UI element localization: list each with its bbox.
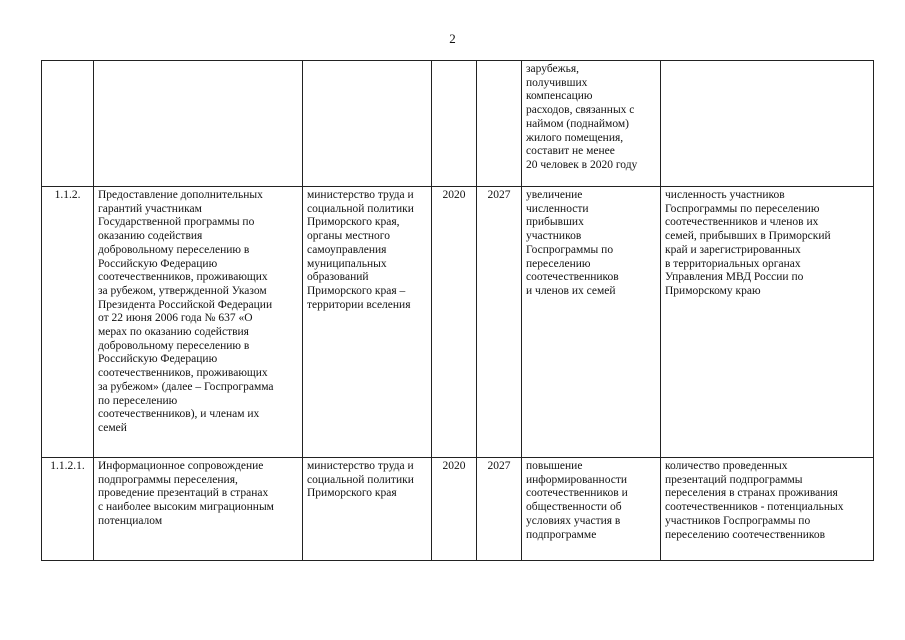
cell-result bbox=[522, 61, 661, 187]
text-line: соотечественников), и членам их bbox=[98, 408, 260, 421]
text-line: информированности bbox=[526, 473, 628, 486]
text-line: и членов их семей bbox=[526, 284, 616, 297]
text-line: Информационное сопровождение bbox=[98, 460, 264, 472]
cell-result bbox=[522, 187, 661, 458]
text-line: край и зарегистрированных bbox=[665, 243, 801, 256]
text-line: в территориальных органах bbox=[665, 257, 801, 270]
cell-year-end: 2027 bbox=[477, 458, 522, 561]
text-line: подпрограмме bbox=[526, 528, 597, 541]
text-line: наймом (поднаймом) bbox=[526, 117, 629, 130]
text-line: составит не менее bbox=[526, 145, 615, 158]
text-line: общественности об bbox=[526, 501, 622, 514]
text-line: за рубежом, утвержденной Указом bbox=[98, 284, 267, 297]
text-line: от 22 июня 2006 года № 637 «О bbox=[98, 312, 253, 325]
text-line: добровольному переселению в bbox=[98, 243, 250, 256]
text-line: участников Госпрограммы по bbox=[665, 514, 811, 527]
cell-executor bbox=[303, 458, 432, 561]
text-line: органы местного bbox=[307, 230, 390, 243]
text-line: 20 человек в 2020 году bbox=[526, 158, 638, 171]
cell-year-start bbox=[432, 61, 477, 187]
cell-executor bbox=[303, 61, 432, 187]
text-line: количество проведенных bbox=[665, 460, 788, 472]
cell-number bbox=[42, 61, 94, 187]
text-line: соотечественников, проживающих bbox=[98, 271, 268, 284]
table-row bbox=[42, 61, 874, 187]
cell-year-start: 2020 bbox=[432, 458, 477, 561]
text-line: прибывших bbox=[526, 216, 584, 229]
text-line: повышение bbox=[526, 460, 583, 472]
text-line: территории вселения bbox=[307, 298, 411, 311]
text-line: соотечественников, проживающих bbox=[98, 367, 268, 380]
text-line: расходов, связанных с bbox=[526, 104, 635, 117]
text-line: соотечественников и членов их bbox=[665, 216, 819, 229]
text-line: муниципальных bbox=[307, 257, 387, 270]
cell-year-end bbox=[477, 61, 522, 187]
text-line: министерство труда и bbox=[307, 460, 414, 472]
text-line: Приморского края – bbox=[307, 284, 406, 297]
text-line: численности bbox=[526, 202, 589, 215]
text-line: условиях участия в bbox=[526, 514, 621, 527]
text-line: подпрограммы переселения, bbox=[98, 473, 238, 486]
text-line: с наиболее высоким миграционным bbox=[98, 501, 274, 514]
text-line: Приморского края, bbox=[307, 216, 400, 229]
cell-indicator bbox=[661, 187, 874, 458]
text-line: соотечественников и bbox=[526, 487, 628, 500]
cell-indicator bbox=[661, 61, 874, 187]
text-line: мерах по оказанию содействия bbox=[98, 326, 249, 339]
cell-event bbox=[94, 187, 303, 458]
page-number: 2 bbox=[449, 31, 456, 46]
table-row bbox=[42, 187, 874, 458]
text-line: Управления МВД России по bbox=[665, 271, 804, 284]
text-line: министерство труда и bbox=[307, 189, 414, 201]
cell-year-end: 2027 bbox=[477, 187, 522, 458]
text-line: за рубежом» (далее – Госпрограмма bbox=[98, 380, 274, 393]
text-line: презентаций подпрограммы bbox=[665, 473, 803, 486]
cell-number: 1.1.2.1. bbox=[42, 458, 94, 561]
text-line: добровольному переселению в bbox=[98, 339, 250, 352]
text-line: оказанию содействия bbox=[98, 230, 203, 243]
text-line: соотечественников - потенциальных bbox=[665, 501, 844, 514]
text-line: Российскую Федерацию bbox=[98, 257, 218, 270]
text-line: семей, прибывших в Приморский bbox=[665, 230, 831, 243]
text-line: участников bbox=[526, 230, 582, 243]
text-line: Российскую Федерацию bbox=[98, 353, 218, 366]
text-line: Госпрограммы по bbox=[526, 243, 614, 256]
cell-indicator bbox=[661, 458, 874, 561]
text-line: социальной политики bbox=[307, 473, 414, 486]
text-line: жилого помещения, bbox=[526, 131, 624, 144]
text-line: Госпрограммы по переселению bbox=[665, 202, 820, 215]
text-line: Государственной программы по bbox=[98, 216, 255, 229]
text-line: проведение презентаций в странах bbox=[98, 487, 269, 500]
text-line: потенциалом bbox=[98, 514, 163, 527]
cell-executor bbox=[303, 187, 432, 458]
text-line: Предоставление дополнительных bbox=[98, 189, 263, 201]
text-line: семей bbox=[98, 421, 127, 434]
cell-number: 1.1.2. bbox=[42, 187, 94, 458]
text-line: гарантий участникам bbox=[98, 202, 202, 215]
text-line: самоуправления bbox=[307, 243, 387, 256]
text-line: переселения в странах проживания bbox=[665, 487, 838, 500]
text-line: компенсацию bbox=[526, 90, 593, 103]
text-line: социальной политики bbox=[307, 202, 414, 215]
text-line: переселению bbox=[526, 257, 591, 270]
text-line: увеличение bbox=[526, 189, 583, 201]
text-line: получивших bbox=[526, 76, 588, 89]
program-table bbox=[41, 60, 874, 561]
cell-year-start: 2020 bbox=[432, 187, 477, 458]
text-line: соотечественников bbox=[526, 271, 619, 284]
text-line: образований bbox=[307, 271, 369, 284]
text-line: численность участников bbox=[665, 189, 785, 201]
text-line: Приморского края bbox=[307, 487, 397, 500]
text-line: Президента Российской Федерации bbox=[98, 298, 273, 311]
text-line: зарубежья, bbox=[526, 63, 580, 75]
cell-event bbox=[94, 458, 303, 561]
text-line: переселению соотечественников bbox=[665, 528, 826, 541]
text-line: Приморскому краю bbox=[665, 284, 761, 297]
text-line: по переселению bbox=[98, 394, 178, 407]
cell-result bbox=[522, 458, 661, 561]
table-row bbox=[42, 458, 874, 561]
cell-event bbox=[94, 61, 303, 187]
